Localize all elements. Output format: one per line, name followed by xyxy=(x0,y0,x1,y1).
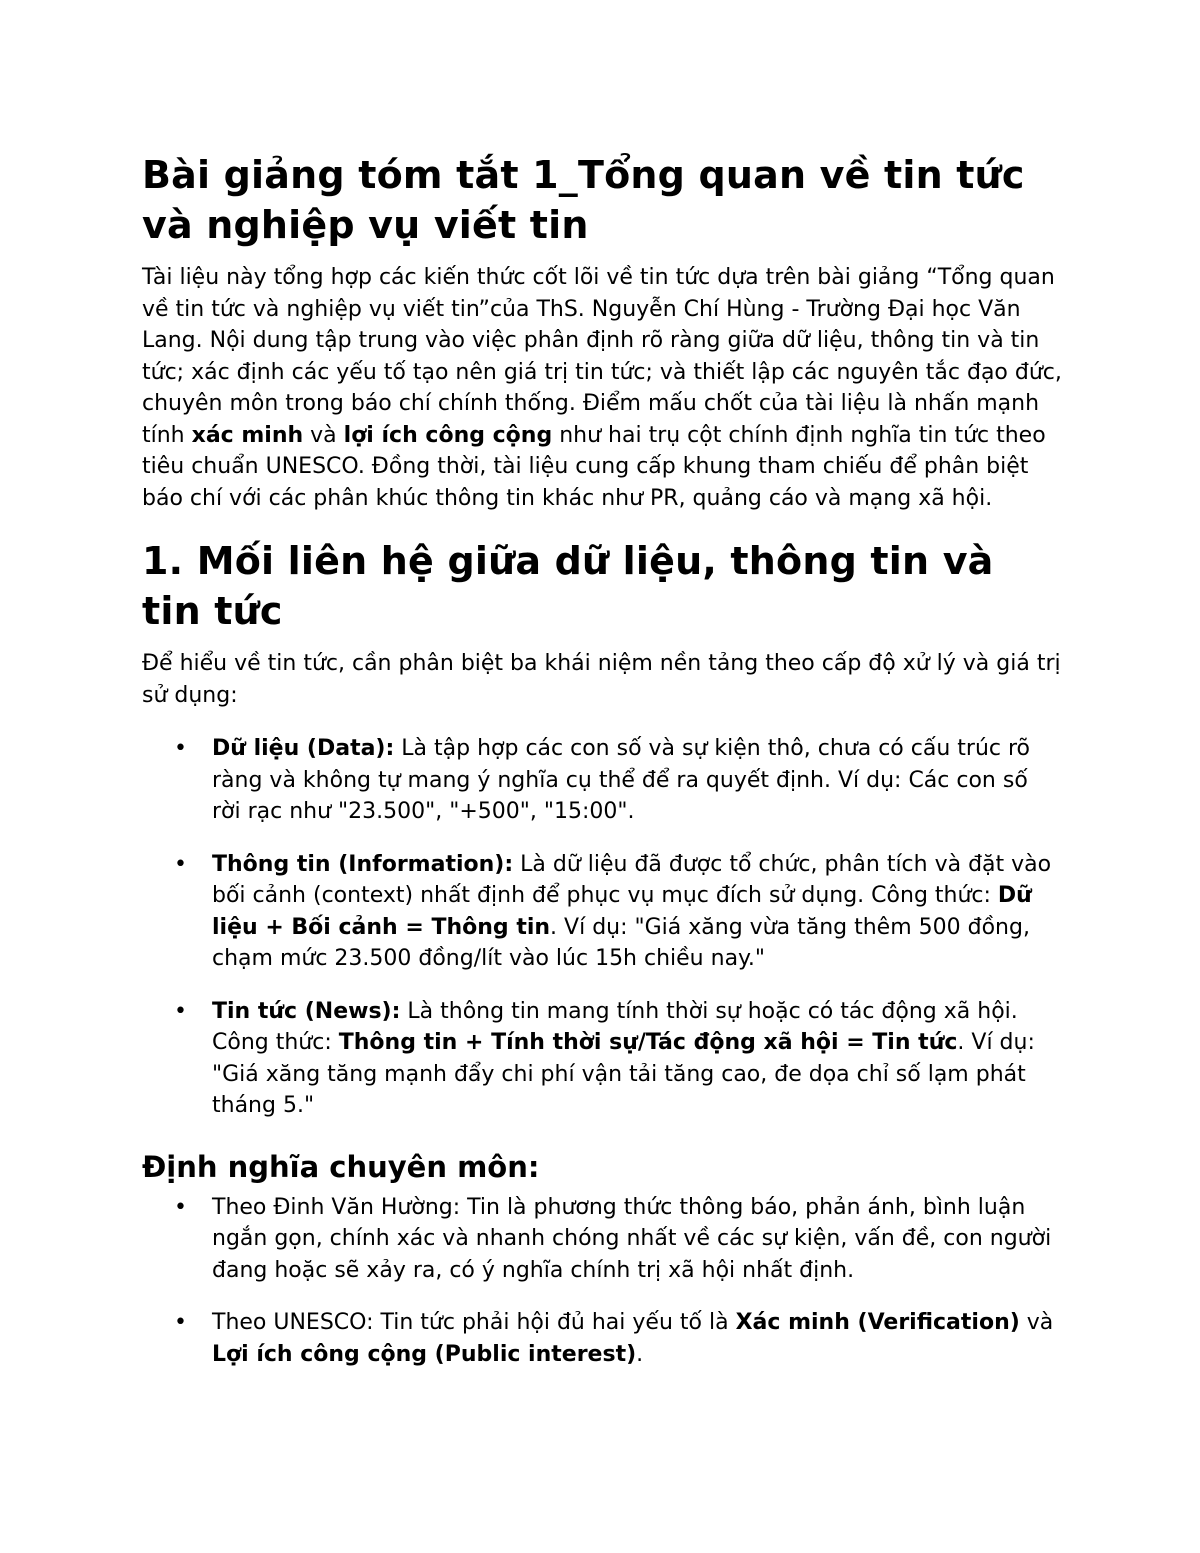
definitions-heading: Định nghĩa chuyên môn: xyxy=(142,1149,540,1184)
information-formula: Dữ liệu + Bối cảnh = Thông tin xyxy=(212,883,1032,940)
list-item-information xyxy=(142,849,1062,975)
intro-bold-public-interest: lợi ích công cộng xyxy=(343,422,553,448)
term-news: Tin tức (News): xyxy=(212,998,401,1024)
intro-bold-verification: xác minh xyxy=(191,422,304,448)
list-item-news xyxy=(142,996,1062,1122)
intro-text-2: và xyxy=(303,422,344,448)
intro-paragraph xyxy=(142,262,1062,514)
unesco-text-2: và xyxy=(1019,1310,1054,1335)
section-1-lead: Để hiểu về tin tức, cần phân biệt ba khái niệm nền tảng theo cấp độ xử lý và giá trị sử dụng: xyxy=(142,651,1061,708)
unesco-text-1: Theo UNESCO: Tin tức phải hội đủ hai yếu tố là xyxy=(212,1310,736,1335)
intro-text-1: Tài liệu này tổng hợp các kiến thức cốt lõi về tin tức dựa trên bài giảng “Tổng quan về tin tức và nghiệp vụ viết tin”của ThS. Nguyễn Chí Hùng - Trường Đại học Văn Lang. Nội dung tập trung vào việc phân định rõ ràng giữa dữ liệu, thông tin và tin tức; xác định các yếu tố tạo nên giá trị tin tức; và thiết lập các nguyên tắc đạo đức, chuyên môn trong báo chí chính thống. Điểm mấu chốt của tài liệu là nhấn mạnh tính xyxy=(142,265,1062,448)
information-example: . Ví dụ: "Giá xăng vừa tăng thêm 500 đồng, chạm mức 23.500 đồng/lít vào lúc 15h chiều nay." xyxy=(212,914,1030,971)
definitions-list xyxy=(142,1192,1062,1371)
definition-text: Theo Đinh Văn Hường: Tin là phương thức thông báo, phản ánh, bình luận ngắn gọn, chính xác và nhanh chóng nhất về các sự kiện, vấn đề, con người đang hoặc sẽ xảy ra, có ý nghĩa chính trị xã hội nhất định. xyxy=(212,1194,1052,1283)
definition-item-dinh-van-huong xyxy=(142,1192,1062,1287)
section-1-heading: 1. Mối liên hệ giữa dữ liệu, thông tin và tin tức xyxy=(142,539,994,633)
bullet-icon: • xyxy=(174,1194,187,1220)
bullet-icon: • xyxy=(174,851,187,877)
unesco-bold-public-interest: Lợi ích công cộng (Public interest) xyxy=(212,1341,637,1367)
document-title: Bài giảng tóm tắt 1_Tổng quan về tin tức và nghiệp vụ viết tin xyxy=(142,153,1025,247)
concept-list xyxy=(142,733,1062,1122)
bullet-icon: • xyxy=(174,1310,187,1335)
unesco-bold-verification: Xác minh (Verification) xyxy=(735,1310,1020,1335)
intro-text-3: như hai trụ cột chính định nghĩa tin tức theo tiêu chuẩn UNESCO. Đồng thời, tài liệu cung cấp khung tham chiếu để phân biệt báo chí với các phân khúc thông tin khác như PR, quảng cáo và mạng xã hội. xyxy=(142,422,1046,511)
news-example: . Ví dụ: "Giá xăng tăng mạnh đẩy chi phí vận tải tăng cao, đe dọa chỉ số lạm phát tháng 5." xyxy=(212,1030,1035,1118)
unesco-text-3: . xyxy=(636,1341,644,1367)
information-description: Là dữ liệu đã được tổ chức, phân tích và đặt vào bối cảnh (context) nhất định để phục vụ mục đích sử dụng. Công thức: xyxy=(212,851,1052,908)
news-description: Là thông tin mang tính thời sự hoặc có tác động xã hội. Công thức: xyxy=(212,998,1018,1055)
definition-item-unesco xyxy=(142,1307,1062,1370)
data-description: Là tập hợp các con số và sự kiện thô, chưa có cấu trúc rõ ràng và không tự mang ý nghĩa cụ thể để ra quyết định. Ví dụ: Các con số rời rạc như "23.500", "+500", "15:00". xyxy=(212,736,1030,824)
news-formula: Thông tin + Tính thời sự/Tác động xã hội = Tin tức xyxy=(338,1030,958,1055)
bullet-icon: • xyxy=(174,736,187,761)
document-page xyxy=(142,150,1062,1391)
term-data: Dữ liệu (Data): xyxy=(212,736,395,761)
list-item-data xyxy=(142,733,1062,828)
term-information: Thông tin (Information): xyxy=(212,851,514,877)
bullet-icon: • xyxy=(174,998,187,1024)
